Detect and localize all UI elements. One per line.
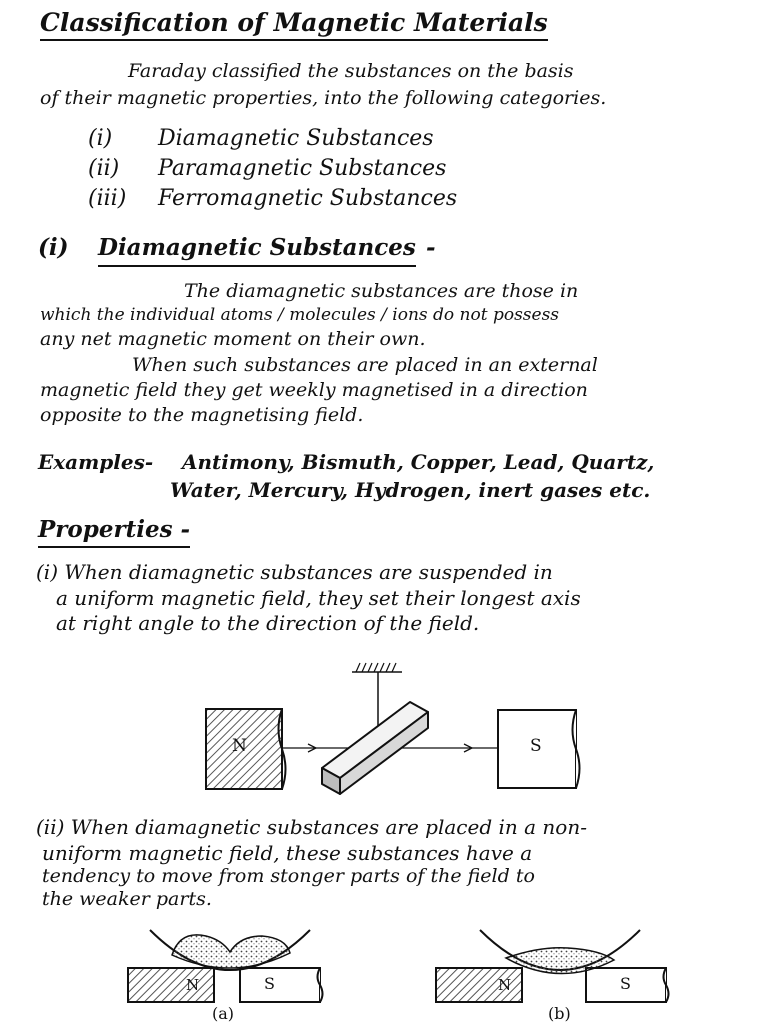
property-1-line-2: a uniform magnetic field, they set their longest axis <box>56 586 581 610</box>
section-dash: - <box>426 234 436 261</box>
liquid-a <box>172 935 290 968</box>
property-2-line-3: tendency to move from stonger parts of the field to <box>42 865 535 887</box>
south-pole-label: S <box>530 736 542 756</box>
south-pole-b-label: S <box>620 974 631 993</box>
category-1-label: Diamagnetic Substances <box>158 126 434 151</box>
caption-a: (a) <box>212 1004 235 1023</box>
diagram-a <box>128 930 323 1002</box>
property-1-line-1: (i) When diamagnetic substances are suspended in <box>36 560 553 584</box>
definition-line-1: The diamagnetic substances are those in <box>184 280 579 302</box>
category-3-number: (iii) <box>88 186 127 211</box>
diagram-b <box>436 930 669 1002</box>
section-title: Diamagnetic Substances <box>98 234 416 267</box>
north-pole-label: N <box>232 736 247 756</box>
property-1-line-3: at right angle to the direction of the field. <box>56 611 480 635</box>
category-2-label: Paramagnetic Substances <box>158 156 447 181</box>
support-hatch <box>352 663 402 672</box>
behaviour-line-2: magnetic field they get weekly magnetised in a direction <box>40 379 588 401</box>
property-2-line-1: (ii) When diamagnetic substances are placed in a non- <box>36 815 587 839</box>
examples-line-2: Water, Mercury, Hydrogen, inert gases etc. <box>170 478 651 502</box>
behaviour-line-3: opposite to the magnetising field. <box>40 404 364 426</box>
category-1-number: (i) <box>88 126 113 151</box>
page-title: Classification of Magnetic Materials <box>40 8 548 41</box>
north-pole-a-label: N <box>186 976 200 994</box>
north-pole-b-label: N <box>498 976 512 994</box>
examples-label: Examples- <box>38 450 154 474</box>
examples-line-1: Antimony, Bismuth, Copper, Lead, Quartz, <box>182 450 655 474</box>
intro-line-2: of their magnetic properties, into the following categories. <box>40 87 607 109</box>
section-number: (i) <box>38 234 69 261</box>
property-2-line-2: uniform magnetic field, these substances have a <box>42 841 533 865</box>
category-2-number: (ii) <box>88 156 120 181</box>
property-2-line-4: the weaker parts. <box>42 888 212 910</box>
intro-line-1: Faraday classified the substances on the basis <box>128 60 574 82</box>
caption-b: (b) <box>548 1004 571 1023</box>
north-pole-a <box>128 968 214 1002</box>
definition-line-3: any net magnetic moment on their own. <box>40 328 426 350</box>
south-pole-a-label: S <box>264 974 275 993</box>
properties-heading: Properties - <box>38 516 190 548</box>
category-3-label: Ferromagnetic Substances <box>158 186 458 211</box>
south-pole-a <box>240 968 320 1002</box>
definition-line-2: which the individual atoms / molecules / ions do not possess <box>40 305 560 325</box>
behaviour-line-1: When such substances are placed in an external <box>132 354 598 376</box>
